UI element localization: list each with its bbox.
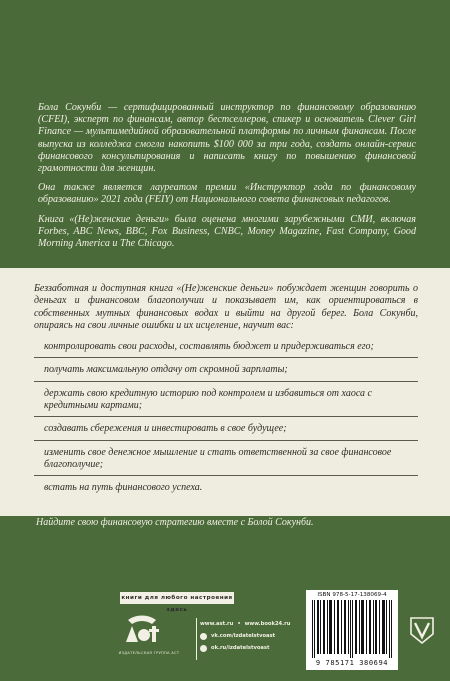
- list-item: создавать сбережения и инвестировать в свое будущее;: [34, 417, 418, 440]
- bio-paragraph-3: Книга «(Не)женские деньги» была оценена многими зарубежными СМИ, включая Forbes, ABC News, BBC, Fox Business, CNBC, Money Magazine, Fast Company, Good Morning America и The Chicago.: [38, 213, 416, 250]
- v-shield-icon: [409, 616, 435, 644]
- tagline: Найдите свою финансовую стратегию вместе с Болой Сокунби.: [36, 517, 314, 528]
- list-item: получать максимальную отдачу от скромной зарплаты;: [34, 358, 418, 381]
- separator: •: [237, 621, 241, 627]
- ok-icon: [200, 645, 207, 652]
- barcode-digits: 9 785171 380694: [315, 659, 389, 667]
- benefits-list: [34, 335, 418, 498]
- isbn-label: ISBN 978-5-17-138069-4: [317, 592, 387, 598]
- list-item: изменить свое денежное мышление и стать ответственной за свое финансовое благополучие;: [34, 441, 418, 477]
- link-row[interactable]: [200, 618, 300, 630]
- publisher-links: [200, 618, 300, 654]
- website-link[interactable]: www.ast.ru: [200, 621, 234, 627]
- barcode-icon: [310, 600, 394, 658]
- link-row[interactable]: [200, 630, 300, 642]
- list-item: контролировать свои расходы, составлять бюджет и придерживаться его;: [34, 335, 418, 358]
- author-bio-section: [0, 0, 450, 268]
- book-description-section: [0, 268, 450, 516]
- ok-link[interactable]: ok.ru/izdatelstvoast: [211, 645, 270, 651]
- bio-paragraph-2: Она также является лауреатом премии «Инструктор года по финансовому образованию» 2021 года (FEIY) от Национального совета финансовых педагогов.: [38, 182, 416, 206]
- list-item: встать на путь финансового успеха.: [44, 482, 203, 494]
- vk-link[interactable]: vk.com/izdatelstvoast: [211, 633, 276, 639]
- link-row[interactable]: [200, 642, 300, 654]
- website-link[interactable]: www.book24.ru: [244, 621, 291, 627]
- divider: [196, 618, 197, 660]
- ast-logo-icon: [122, 612, 162, 648]
- bio-paragraph-1: Бола Сокунби — сертифицированный инструктор по финансовому образованию (CFEI), эксперт по финансам, автор бестселлеров, спикер и основатель Clever Girl Finance — мультимедийной образовательной платформы по личным финансам. После выпуска из колледжа смогла накопить $100 000 за три года, создать онлайн-сервис финансового консультирования и написать книгу по повышению финансовой грамотности для женщин.: [38, 102, 416, 175]
- series-banner: книги для любого настроения здесь: [120, 592, 234, 604]
- description-intro: Беззаботная и доступная книга «(Не)женские деньги» побуждает женщин говорить о деньгах и финансовом благополучии и показывает им, как ориентироваться в собственных мутных финансовых водах и выйти на другой берег. Бола Сокунби, опираясь на свои личные ошибки и их исцеление, научит вас:: [34, 283, 418, 331]
- publisher-caption: ИЗДАТЕЛЬСКАЯ ГРУППА АСТ: [118, 651, 180, 655]
- vk-icon: [200, 633, 207, 640]
- barcode-block: [306, 590, 398, 670]
- list-item: держать свою кредитную историю под контролем и избавиться от хаоса с кредитными картами;: [34, 382, 418, 418]
